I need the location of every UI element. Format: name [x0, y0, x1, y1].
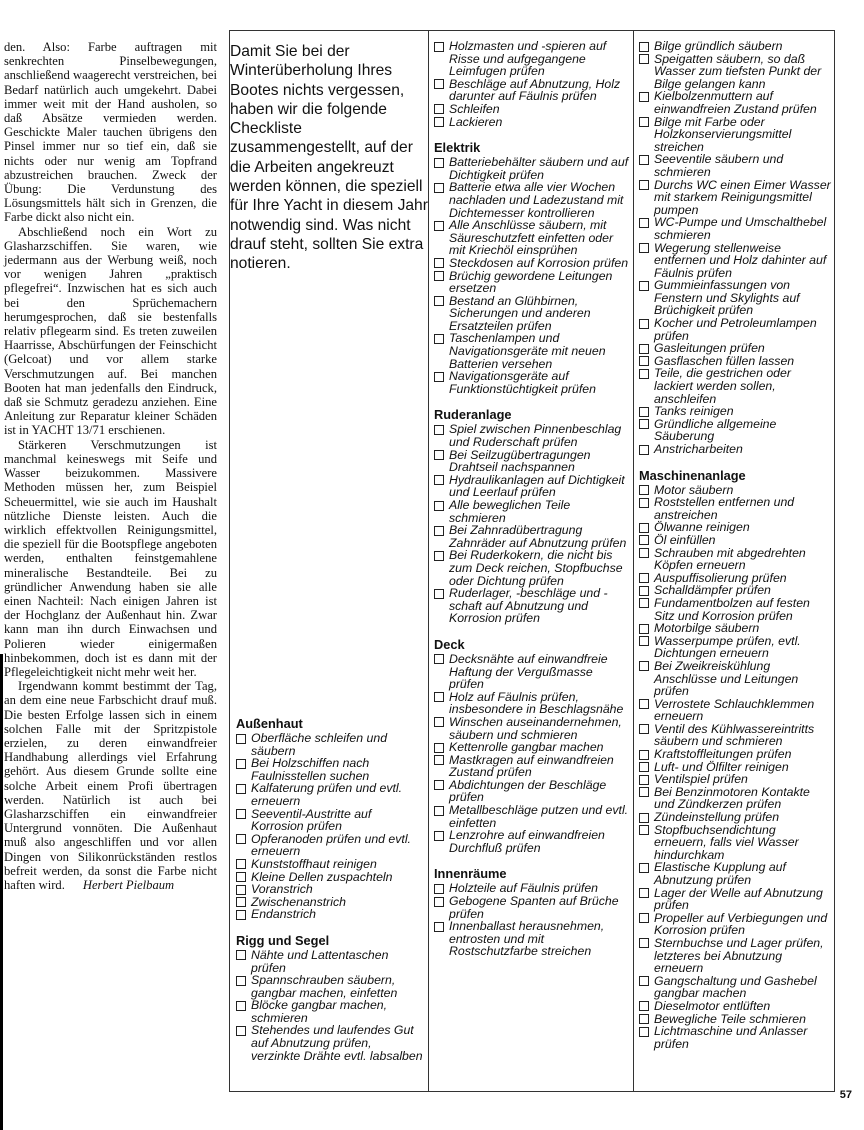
checkbox-square[interactable]: [236, 809, 246, 819]
checklist-item: [639, 367, 831, 405]
checkbox-square[interactable]: [639, 92, 649, 102]
checkbox-square[interactable]: [236, 976, 246, 986]
checkbox-square[interactable]: [639, 498, 649, 508]
checkbox-square[interactable]: [639, 407, 649, 417]
checklist-column-1: [236, 716, 424, 1062]
checkbox-square[interactable]: [434, 158, 444, 168]
checklist-item: [434, 449, 629, 474]
checklist-item: [639, 660, 831, 698]
checkbox-square[interactable]: [434, 117, 444, 127]
column-divider-1: [428, 31, 429, 1091]
checklist-item: [434, 829, 629, 854]
checklist-item-label: Teile, die gestrichen oder lackiert werden sollen, anschleifen: [654, 366, 791, 406]
checklist-item: [639, 179, 831, 217]
checklist-item: [639, 597, 831, 622]
checklist-item-label: Schalldämpfer prüfen: [654, 583, 771, 598]
checklist-item: [236, 999, 424, 1024]
checklist-item-label: Gasleitungen prüfen: [654, 341, 765, 356]
checkbox-square[interactable]: [639, 573, 649, 583]
checklist-item-label: Bei Holzschiffen nach Faulnisstellen suchen: [251, 756, 370, 783]
checklist-item: [434, 40, 629, 78]
checklist-item-label: Propeller auf Verbiegungen und Korrosion prüfen: [654, 910, 828, 938]
checklist-item-label: Speigatten säubern, so daß Wasser zum tiefsten Punkt der Bilge gelangen kann: [654, 51, 822, 91]
checklist-section-title: Rigg und Segel: [236, 932, 330, 948]
checklist-item-label: Spiel zwischen Pinnenbeschlag und Ruderschaft prüfen: [449, 422, 622, 450]
checkbox-square[interactable]: [639, 117, 649, 127]
checklist-item-label: Verrostete Schlauchklemmen erneuern: [654, 696, 815, 724]
checklist-item: [639, 861, 831, 886]
checkbox-square[interactable]: [639, 523, 649, 533]
checklist-item-label: Voranstrich: [251, 882, 313, 897]
checkbox-square[interactable]: [639, 913, 649, 923]
checklist-item-label: Kraftstoffleitungen prüfen: [654, 747, 792, 762]
checklist-item-label: Motor säubern: [654, 482, 734, 497]
checkbox-square[interactable]: [639, 888, 649, 898]
checkbox-square[interactable]: [236, 872, 246, 882]
checkbox-square[interactable]: [434, 551, 444, 561]
checklist-item-label: Durchs WC einen Eimer Wasser mit starkem Reinigungsmittel pumpen: [654, 177, 831, 217]
checklist-item: [236, 974, 424, 999]
checklist-column-2: [434, 40, 629, 958]
left-margin-bar: [0, 654, 3, 1130]
checkbox-square[interactable]: [639, 155, 649, 165]
checklist-item: [639, 418, 831, 443]
checkbox-square[interactable]: [639, 445, 649, 455]
checklist-item-label: Batteriebehälter säubern und auf Dichtigkeit prüfen: [449, 155, 629, 182]
checklist-item-label: Beschläge auf Abnutzung, Holz darunter auf Fäulnis prüfen: [449, 76, 621, 104]
checkbox-square[interactable]: [639, 548, 649, 558]
checkbox-square[interactable]: [434, 755, 444, 765]
checklist-item-label: Gebogene Spanten auf Brüche prüfen: [449, 894, 619, 921]
checkbox-square[interactable]: [236, 1026, 246, 1036]
checklist-item: [639, 279, 831, 317]
checklist-item-label: Wasserpumpe prüfen, evtl. Dichtungen erneuern: [654, 633, 801, 661]
checkbox-square[interactable]: [639, 1027, 649, 1037]
checklist-item: [639, 811, 831, 824]
checkbox-square[interactable]: [434, 654, 444, 664]
checklist-item-label: Kocher und Petroleumlampen prüfen: [654, 316, 817, 343]
article-paragraph: [4, 679, 217, 892]
checkbox-square[interactable]: [434, 334, 444, 344]
checklist-item-label: Anstricharbeiten: [654, 442, 743, 456]
checklist-section-title: Außenhaut: [236, 716, 303, 731]
checkbox-square[interactable]: [639, 54, 649, 64]
checklist-item: [434, 257, 629, 270]
checkbox-square[interactable]: [639, 636, 649, 646]
checklist-item-label: Gangschaltung und Gashebel gangbar machen: [654, 973, 817, 1001]
checklist-item-label: Winschen auseinandernehmen, säubern und schmieren: [449, 714, 622, 742]
checklist-item-label: Stehendes und laufendes Gut auf Abnutzung prüfen, verzinkte Drähte evtl. labsalben: [251, 1023, 423, 1063]
checkbox-square[interactable]: [434, 221, 444, 231]
checklist-item-label: Opferanoden prüfen und evtl. erneuern: [251, 831, 411, 859]
checklist-item-label: Abdichtungen der Beschläge prüfen: [449, 777, 607, 805]
checkbox-square[interactable]: [434, 271, 444, 281]
article-paragraph-text: Irgendwann kommt bestimmt der Tag, an dem eine neue Farbschicht drauf muß. Die besten Erfolge lassen sich in einem solchen Falle mit der Spritzpistole erzielen, zu deren einwandfreier Handhabung allerdings viel Erfahrung gehört. Aus diesem Grunde sollte eine solche Arbeit einem Profi übertragen werden. Natürlich ist auch bei Glasharzschiffen ein einwandfreier Untergrund vonnöten. Die Außenhaut muß also angeschliffen und vor allen Dingen von Silikonrückständen restlos befreit werden, da sonst die Farbe nicht haften wird.: [4, 679, 217, 892]
checklist-item-label: Brüchig gewordene Leitungen ersetzen: [449, 268, 613, 296]
checkbox-square[interactable]: [639, 787, 649, 797]
checkbox-square[interactable]: [236, 834, 246, 844]
checklist-item-label: Kielbolzenmuttern auf einwandfreien Zustand prüfen: [654, 89, 817, 116]
checklist-item-label: Holz auf Fäulnis prüfen, insbesondere in Beschlagsnähe: [449, 689, 624, 717]
article-paragraph: Stärkeren Verschmutzungen ist manchmal keineswegs mit Seife und Wasser beizukommen. Massivere Methoden müssen her, zum Beispiel Scheuermittel, wie sie auch im Haushalt nützliche Dienste leisten. Auch die wirklich effektvollen Reinigungsmittel, die speziell für die Bootspflege angeboten werden, enthalten feinstgemahlene mineralische Bestandteile. Bei zu gründlicher Anwendung haben sie alle einen Nachteil: Nach einigen Jahren ist der Hochglanz der Außenhaut hin. Zwar kann man ihn durch Einwachsen und Polieren wieder einigermaßen hinbekommen, doch ist es dann mit der Pflegeleichtigkeit nicht mehr weit her.: [4, 437, 217, 679]
checkbox-square[interactable]: [639, 180, 649, 190]
checkbox-square[interactable]: [639, 762, 649, 772]
checklist-item: [434, 716, 629, 741]
checklist-item-label: Steckdosen auf Korrosion prüfen: [449, 255, 629, 270]
checkbox-square[interactable]: [434, 526, 444, 536]
checklist-item-label: Lager der Welle auf Abnutzung prüfen: [654, 885, 823, 913]
checklist-item: [639, 405, 831, 418]
checklist-item-label: Schleifen: [449, 101, 500, 116]
checkbox-square[interactable]: [236, 910, 246, 920]
checklist-section-title: Elektrik: [434, 140, 481, 156]
checkbox-square[interactable]: [639, 419, 649, 429]
checklist-item-label: Sternbuchse und Lager prüfen, letzteres bei Abnutzung erneuern: [654, 935, 824, 976]
checklist-item: [639, 116, 831, 154]
checklist-item-label: Auspuffisolierung prüfen: [654, 570, 787, 585]
checklist-item: [639, 937, 831, 975]
checklist-item-label: Oberfläche schleifen und säubern: [251, 731, 388, 758]
checklist-item-label: Elastische Kupplung auf Abnutzung prüfen: [654, 860, 786, 887]
checkbox-square[interactable]: [434, 296, 444, 306]
checklist-item-label: Alle Anschlüsse säubern, mit Säureschutzfett einfetten oder mit Kriechöl einsprühen: [449, 218, 614, 258]
checklist-item-label: Innenballast herausnehmen, entrosten und mit Rostschutzfarbe streichen: [449, 919, 605, 959]
checklist-item: [639, 496, 831, 521]
checklist-section-title: Ruderanlage: [434, 407, 512, 423]
checklist-item-label: Roststellen entfernen und anstreichen: [654, 495, 795, 522]
checkbox-square[interactable]: [434, 258, 444, 268]
checkbox-square[interactable]: [236, 784, 246, 794]
checkbox-square[interactable]: [639, 598, 649, 608]
checklist-item: [434, 587, 629, 625]
checklist-item: [639, 723, 831, 748]
checklist-item: [236, 782, 424, 807]
checklist-item: [434, 754, 629, 779]
checkbox-square[interactable]: [639, 724, 649, 734]
checkbox-square[interactable]: [236, 734, 246, 744]
checkbox-square[interactable]: [639, 344, 649, 354]
checkbox-square[interactable]: [639, 535, 649, 545]
checklist-item-label: Alle beweglichen Teile schmieren: [449, 498, 571, 525]
checklist-item-label: Lenzrohre auf einwandfreien Durchfluß prüfen: [449, 828, 605, 855]
checklist-item: [434, 270, 629, 295]
checklist-item-label: Motorbilge säubern: [654, 621, 760, 636]
checklist-item-label: Kleine Dellen zuspachteln: [251, 869, 393, 884]
checklist-item-label: WC-Pumpe und Umschalthebel schmieren: [654, 215, 827, 242]
checklist-item-label: Navigationsgeräte auf Funktionstüchtigkeit prüfen: [449, 369, 596, 396]
checklist-item-label: Gründliche allgemeine Säuberung: [654, 416, 777, 444]
checklist-item: [434, 741, 629, 754]
checkbox-square[interactable]: [639, 485, 649, 495]
checklist-item-label: Seeventil-Austritte auf Korrosion prüfen: [251, 806, 372, 834]
checkbox-square[interactable]: [639, 775, 649, 785]
checkbox-square[interactable]: [639, 661, 649, 671]
checklist-item: [434, 524, 629, 549]
checklist-item-label: Bewegliche Teile schmieren: [654, 1011, 806, 1026]
checkbox-square[interactable]: [639, 319, 649, 329]
checkbox-square[interactable]: [639, 976, 649, 986]
checklist-item: [434, 779, 629, 804]
checkbox-square[interactable]: [639, 281, 649, 291]
checklist-item: [639, 443, 831, 456]
checklist-item: [434, 103, 629, 116]
checklist-item-label: Kettenrolle gangbar machen: [449, 740, 604, 755]
checklist-item-label: Tanks reinigen: [654, 404, 734, 419]
checkbox-square[interactable]: [434, 743, 444, 753]
checklist-item-label: Bei Seilzugübertragungen Drahtseil nachspannen: [449, 447, 591, 475]
checklist-item-label: Seeventile säubern und schmieren: [654, 152, 784, 179]
checklist-item: [434, 474, 629, 499]
checkbox-square[interactable]: [236, 759, 246, 769]
article-paragraph: Abschließend noch ein Wort zu Glasharzschiffen. Sie waren, wie jedermann aus der Werbung weiß, noch vor wenigen Jahren „praktisch pflegefrei“. Inzwischen hat es sich auch bei den Sprüchemachern herumgesprochen, daß sie bestenfalls relativ pflegearm sind. Es treten zuweilen Haarrisse, Abschürfungen der Feinschicht (Gelcoat) und vor allem starke Verschmutzungen auf. Bei manchen Booten hat man jedenfalls den Eindruck, daß sie Schmutz geradezu anziehen. Eine Anleitung zur Reparatur kleiner Schäden ist in YACHT 13/71 erschienen.: [4, 224, 217, 438]
checklist-item-label: Gasflaschen füllen lassen: [654, 353, 795, 368]
checkbox-square[interactable]: [639, 825, 649, 835]
checkbox-square[interactable]: [639, 863, 649, 873]
checklist-item-label: Holzteile auf Fäulnis prüfen: [449, 881, 599, 896]
checklist-item: [639, 786, 831, 811]
checklist-item: [639, 53, 831, 91]
checklist-item: [639, 153, 831, 178]
checklist-item: [639, 773, 831, 786]
checkbox-square[interactable]: [434, 831, 444, 841]
checklist-item-label: Dieselmotor entlüften: [654, 998, 771, 1013]
checklist-item-label: Spannschrauben säubern, gangbar machen, einfetten: [251, 973, 398, 1000]
checklist-item-label: Zündeinstellung prüfen: [654, 810, 780, 825]
checklist-item-label: Luft- und Ölfilter reinigen: [654, 759, 789, 774]
checkbox-square[interactable]: [639, 750, 649, 760]
checklist-item-label: Bei Benzinmotoren Kontakte und Zündkerzen prüfen: [654, 784, 810, 812]
checklist-item: [639, 216, 831, 241]
checklist-item-label: Bei Zahnradübertragung Zahnräder auf Abnutzung prüfen: [449, 523, 627, 550]
checklist-item: [434, 78, 629, 103]
checklist-item-label: Lackieren: [449, 114, 503, 129]
checklist-section-title: Innenräume: [434, 866, 507, 882]
checklist-item-label: Endanstrich: [251, 907, 316, 922]
checklist-item: [639, 317, 831, 342]
checklist-item: [434, 895, 629, 920]
checklist-item-label: Bei Ruderkokern, die nicht bis zum Deck reichen, Stopfbuchse oder Dichtung prüfen: [449, 548, 623, 588]
checklist-item: [639, 342, 831, 355]
checklist-item-label: Fundamentbolzen auf festen Sitz und Korrosion prüfen: [654, 595, 810, 623]
checklist-item-label: Öl einfüllen: [654, 532, 716, 547]
article-paragraph: den. Also: Farbe auftragen mit senkrechten Pinselbewegungen, anschließend waagerecht verstreichen, bei Bedarf natürlich auch umgekehrt. Dabei immer weit mit der Hand ausholen, so daß Absätze vermieden werden. Geschickte Maler tauchen übrigens den Pinsel immer nur so tief ein, daß sie nichts oder nur wenig am Topfrand abzustreichen brauchen. Zweck der Übung: Die Verdunstung des Lösungsmittels hält sich in Grenzen, die Farbe dickt also nicht ein.: [4, 40, 217, 225]
checklist-section-title: Deck: [434, 636, 465, 652]
checklist-item: [434, 370, 629, 395]
checkbox-square[interactable]: [639, 1014, 649, 1024]
checkbox-square[interactable]: [434, 183, 444, 193]
checkbox-square[interactable]: [434, 780, 444, 790]
checkbox-square[interactable]: [236, 885, 246, 895]
checklist-item-label: Wegerung stellenweise entfernen und Holz dahinter auf Fäulnis prüfen: [654, 240, 827, 280]
article-column: [4, 40, 217, 892]
checkbox-square[interactable]: [434, 922, 444, 932]
checkbox-square[interactable]: [236, 897, 246, 907]
checklist-item-label: Ventil des Kühlwassereintritts säubern und schmieren: [654, 721, 815, 749]
checkbox-square[interactable]: [639, 42, 649, 52]
checklist-item: [639, 887, 831, 912]
checklist-item-label: Nähte und Lattentaschen prüfen: [251, 947, 389, 975]
checkbox-square[interactable]: [434, 79, 444, 89]
checklist-item: [639, 622, 831, 635]
checklist-item: [236, 883, 424, 896]
checklist-item-label: Zwischenanstrich: [251, 894, 346, 909]
checklist-item: [639, 635, 831, 660]
checklist-item-label: Metallbeschläge putzen und evtl. einfetten: [449, 803, 629, 830]
checklist-item: [236, 833, 424, 858]
checklist-item: [639, 912, 831, 937]
checklist-item: [639, 1000, 831, 1013]
checkbox-square[interactable]: [236, 950, 246, 960]
checklist-item: [434, 219, 629, 257]
checklist-item: [639, 547, 831, 572]
checklist-item: [434, 181, 629, 219]
checklist-item: [236, 908, 424, 921]
checkbox-square[interactable]: [434, 475, 444, 485]
checklist-item: [434, 920, 629, 958]
checklist-item: [639, 748, 831, 761]
checkbox-square[interactable]: [639, 938, 649, 948]
checklist-item: [236, 757, 424, 782]
checklist-item-label: Gummieinfassungen von Fenstern und Skylights auf Brüchigkeit prüfen: [654, 278, 800, 318]
checklist-item-label: Bilge gründlich säubern: [654, 39, 783, 53]
checkbox-square[interactable]: [434, 450, 444, 460]
checkbox-square[interactable]: [434, 372, 444, 382]
checkbox-square[interactable]: [639, 218, 649, 228]
checklist-item-label: Stopfbuchsendichtung erneuern, falls viel Wasser hindurchkam: [654, 822, 799, 862]
checkbox-square[interactable]: [639, 369, 649, 379]
checklist-intro: Damit Sie bei der Winterüberholung Ihres Bootes nichts vergessen, haben wir die folgende Checkliste zusammengestellt, auf der die Arbeiten angekreuzt werden können, die speziell für Ihre Yacht in diesem Jahr notwendig sind. Was nicht drauf steht, sollten Sie extra notieren.: [230, 43, 428, 273]
checklist-item: [639, 975, 831, 1000]
checkbox-square[interactable]: [236, 859, 246, 869]
checklist-item: [236, 732, 424, 757]
checkbox-square[interactable]: [639, 813, 649, 823]
checklist-item-label: Decksnähte auf einwandfreie Haftung der Vergußmasse prüfen: [449, 651, 608, 692]
checklist-item-label: Bei Zweikreiskühlung Anschlüsse und Leitungen prüfen: [654, 658, 799, 699]
checklist-item-label: Bilge mit Farbe oder Holzkonservierungsmittel streichen: [654, 114, 792, 154]
checklist-item-label: Bestand an Glühbirnen, Sicherungen und anderen Ersatzteilen prüfen: [449, 293, 591, 333]
checkbox-square[interactable]: [434, 104, 444, 114]
checkbox-square[interactable]: [434, 425, 444, 435]
checklist-item-label: Schrauben mit abgedrehten Köpfen erneuern: [654, 545, 806, 573]
checklist-item-label: Ventilspiel prüfen: [654, 772, 748, 787]
checklist-item-label: Ruderlager, -beschläge und -schaft auf Abnutzung und Korrosion prüfen: [449, 586, 608, 626]
checklist-item: [639, 90, 831, 115]
checklist-item: [639, 242, 831, 280]
checkbox-square[interactable]: [434, 589, 444, 599]
checkbox-square[interactable]: [639, 586, 649, 596]
checklist-item: [434, 332, 629, 370]
checklist-item-label: Blöcke gangbar machen, schmieren: [251, 998, 388, 1025]
checkbox-square[interactable]: [639, 243, 649, 253]
checklist-item: [639, 698, 831, 723]
page-number: 57: [839, 1089, 852, 1101]
checklist-item: [434, 295, 629, 333]
checkbox-square[interactable]: [434, 806, 444, 816]
checklist-item: [434, 499, 629, 524]
checklist-item: [434, 116, 629, 129]
checklist-item-label: Kalfaterung prüfen und evtl. erneuern: [251, 781, 403, 808]
checkbox-square[interactable]: [434, 42, 444, 52]
checkbox-square[interactable]: [639, 624, 649, 634]
checklist-item: [434, 804, 629, 829]
checklist-item-label: Kunststoffhaut reinigen: [251, 856, 377, 871]
checklist-section-title: Maschinenanlage: [639, 467, 746, 483]
checklist-item-label: Lichtmaschine und Anlasser prüfen: [654, 1024, 808, 1051]
checklist-item: [434, 156, 629, 181]
checkbox-square[interactable]: [434, 717, 444, 727]
checkbox-square[interactable]: [236, 1001, 246, 1011]
checklist-column-3: [639, 40, 831, 1050]
checklist-item-label: Batterie etwa alle vier Wochen nachladen und Ladezustand mit Dichtemesser kontrollieren: [449, 180, 624, 220]
checklist-item: [639, 1025, 831, 1050]
checklist-item: [236, 808, 424, 833]
checklist-item: [639, 824, 831, 862]
checkbox-square[interactable]: [639, 699, 649, 709]
column-divider-2: [633, 31, 634, 1091]
checklist-item: [639, 534, 831, 547]
checkbox-square[interactable]: [434, 897, 444, 907]
checkbox-square[interactable]: [434, 884, 444, 894]
checklist-item: [434, 423, 629, 448]
checkbox-square[interactable]: [639, 1001, 649, 1011]
checkbox-square[interactable]: [434, 501, 444, 511]
checklist-item-label: Hydraulikanlagen auf Dichtigkeit und Leerlauf prüfen: [449, 472, 625, 500]
checklist-item: [434, 549, 629, 587]
checklist-item: [434, 653, 629, 691]
checkbox-square[interactable]: [434, 692, 444, 702]
checklist-item: [236, 949, 424, 974]
checklist-item-label: Holzmasten und -spieren auf Risse und aufgegangene Leimfugen prüfen: [449, 39, 607, 79]
checklist-item: [236, 1024, 424, 1062]
checkbox-square[interactable]: [639, 356, 649, 366]
checklist-item-label: Taschenlampen und Navigationsgeräte mit neuen Batterien versehen: [449, 331, 606, 371]
checklist-item-label: Mastkragen auf einwandfreien Zustand prüfen: [449, 752, 614, 780]
checklist-item-label: Ölwanne reinigen: [654, 520, 750, 535]
article-author: Herbert Pielbaum: [82, 877, 175, 892]
checklist-item: [236, 858, 424, 871]
checklist-item: [639, 40, 831, 53]
checklist-item: [434, 691, 629, 716]
